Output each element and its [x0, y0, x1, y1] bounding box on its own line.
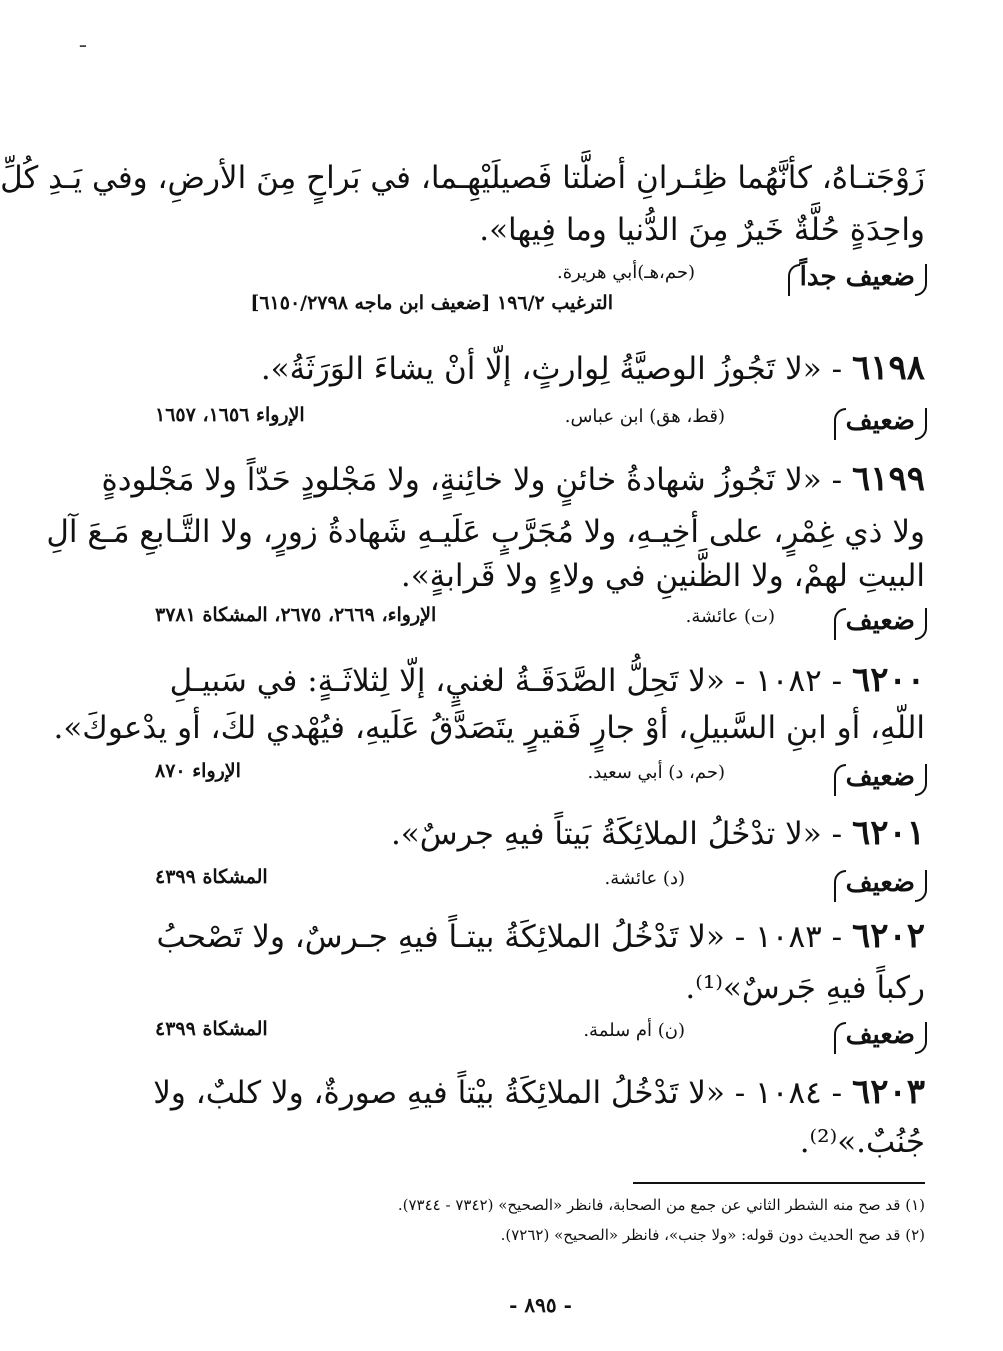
hadith-6197-line-2: واحِدَةٍ حُلَّةٌ خَيرٌ مِنَ الدُّنيا وما فِيها». — [479, 212, 925, 248]
source-attribution: (د) عائشة. — [604, 868, 685, 889]
grade-badge: ضعيف — [836, 402, 925, 440]
grade-badge: ضعيف — [836, 758, 925, 796]
hadith-6201-line-1 — [155, 813, 925, 854]
hadith-6203-line-2: جُنُبٌ.»⁽²⁾. — [799, 1124, 925, 1160]
hadith-text: - «لا تَجُوزُ الوصيَّةُ لِوارثٍ، إلّا أنْ يشاءَ الوَرَثَةُ». — [260, 351, 843, 387]
hadith-number: ٦٢٠٣ — [851, 1072, 925, 1112]
targhib-reference: الترغيب ١٩٦/٢ [ضعيف ابن ماجه ٦١٥٠/٢٧٩٨] — [250, 292, 613, 314]
hadith-text: - ١٠٨٣ - «لا تَدْخُلُ الملائِكَةُ بيتـاً فيهِ جـرسٌ، ولا تَصْحبُ — [156, 919, 843, 955]
corner-mark: ـ — [80, 28, 86, 52]
footnote-rule — [633, 1182, 925, 1184]
hadith-6200-grade-row — [155, 758, 925, 798]
page-number: - ٨٩٥ - — [509, 1293, 572, 1317]
source-attribution: (ن) أم سلمة. — [583, 1020, 685, 1041]
cross-reference: الإرواء ١٦٥٦، ١٦٥٧ — [155, 404, 305, 426]
hadith-number: ٦٢٠٢ — [851, 916, 925, 956]
hadith-6203-line-1 — [155, 1072, 925, 1113]
hadith-6200-line-2: اللّهِ، أو ابنِ السَّبيلِ، أوْ جارٍ فَقيرٍ يتَصَدَّقُ عَلَيهِ، فيُهْدي لكَ، أو يدْعوكَ». — [53, 710, 925, 746]
hadith-6197-line-1: زَوْجَتـاهُ، كأنَّهُما ظِئـرانِ أضلَّتا فَصيلَيْهِـما، في بَراحٍ مِنَ الأرضِ، وفي يَـدِ كُلِّ — [0, 160, 925, 196]
hadith-number: ٦١٩٩ — [851, 459, 925, 499]
hadith-6198-grade-row — [155, 402, 925, 442]
hadith-6202-line-2: ركباً فيهِ جَرسٌ»⁽¹⁾. — [685, 970, 925, 1006]
hadith-6198-line-1 — [155, 348, 925, 389]
hadith-number: ٦١٩٨ — [851, 348, 925, 388]
hadith-6200-line-1 — [155, 660, 925, 701]
hadith-text: - ١٠٨٤ - «لا تَدْخُلُ الملائِكَةُ بيْتاً فيهِ صورةٌ، ولا كلبٌ، ولا — [153, 1075, 843, 1111]
hadith-number: ٦٢٠١ — [851, 813, 925, 853]
footnote-2: (٢) قد صح الحديث دون قوله: «ولا جنب»، فانظر «الصحيح» (٧٢٦٢). — [500, 1226, 925, 1244]
grade-badge: ضعيف — [836, 602, 925, 640]
source-attribution: (حم،هـ)أبي هريرة. — [557, 262, 695, 283]
hadith-6199-line-1 — [101, 459, 925, 500]
hadith-6199-line-3: البيتِ لهمْ، ولا الظَّنينِ في ولاءٍ ولا قَرابةٍ». — [400, 558, 925, 594]
cross-reference: الإرواء، ٢٦٦٩، ٢٦٧٥، المشكاة ٣٧٨١ — [155, 604, 437, 626]
grade-badge: ضعيف جداً — [790, 258, 925, 296]
hadith-text: - «لا تدْخُلُ الملائِكَةُ بَيتاً فيهِ جرسٌ». — [390, 816, 843, 852]
cross-reference: الإرواء ٨٧٠ — [155, 760, 241, 782]
source-attribution: (قط، هق) ابن عباس. — [564, 406, 725, 427]
grade-badge: ضعيف — [836, 864, 925, 902]
hadith-text: - «لا تَجُوزُ شهادةُ خائنٍ ولا خائِنةٍ، ولا مَجْلودٍ حَدّاً ولا مَجْلودةٍ — [101, 462, 843, 498]
hadith-number: ٦٢٠٠ — [851, 660, 925, 700]
hadith-6202-grade-row — [155, 1016, 925, 1056]
footnote-1: (١) قد صح منه الشطر الثاني عن جمع من الصحابة، فانظر «الصحيح» (٧٣٤٢ - ٧٣٤٤). — [397, 1196, 925, 1214]
cross-reference: المشكاة ٤٣٩٩ — [155, 1018, 268, 1040]
cross-reference: المشكاة ٤٣٩٩ — [155, 866, 268, 888]
hadith-6199-grade-row — [155, 602, 925, 642]
source-attribution: (حم، د) أبي سعيد. — [587, 762, 725, 783]
grade-badge: ضعيف — [836, 1016, 925, 1054]
hadith-6202-line-1 — [155, 916, 925, 957]
hadith-6199-line-2: ولا ذي غِمْرٍ، على أخِيـهِ، ولا مُجَرَّبٍ عَلَيـهِ شَهادةُ زورٍ، ولا التَّـابعِ مَـعَ آلِ — [46, 514, 925, 550]
hadith-text: - ١٠٨٢ - «لا تَحِلُّ الصَّدَقَـةُ لغنيٍ، إلّا لِثلاثَـةٍ: في سَبيـلِ — [169, 663, 843, 699]
hadith-6201-grade-row — [155, 864, 925, 904]
source-attribution: (ت) عائشة. — [685, 606, 775, 627]
